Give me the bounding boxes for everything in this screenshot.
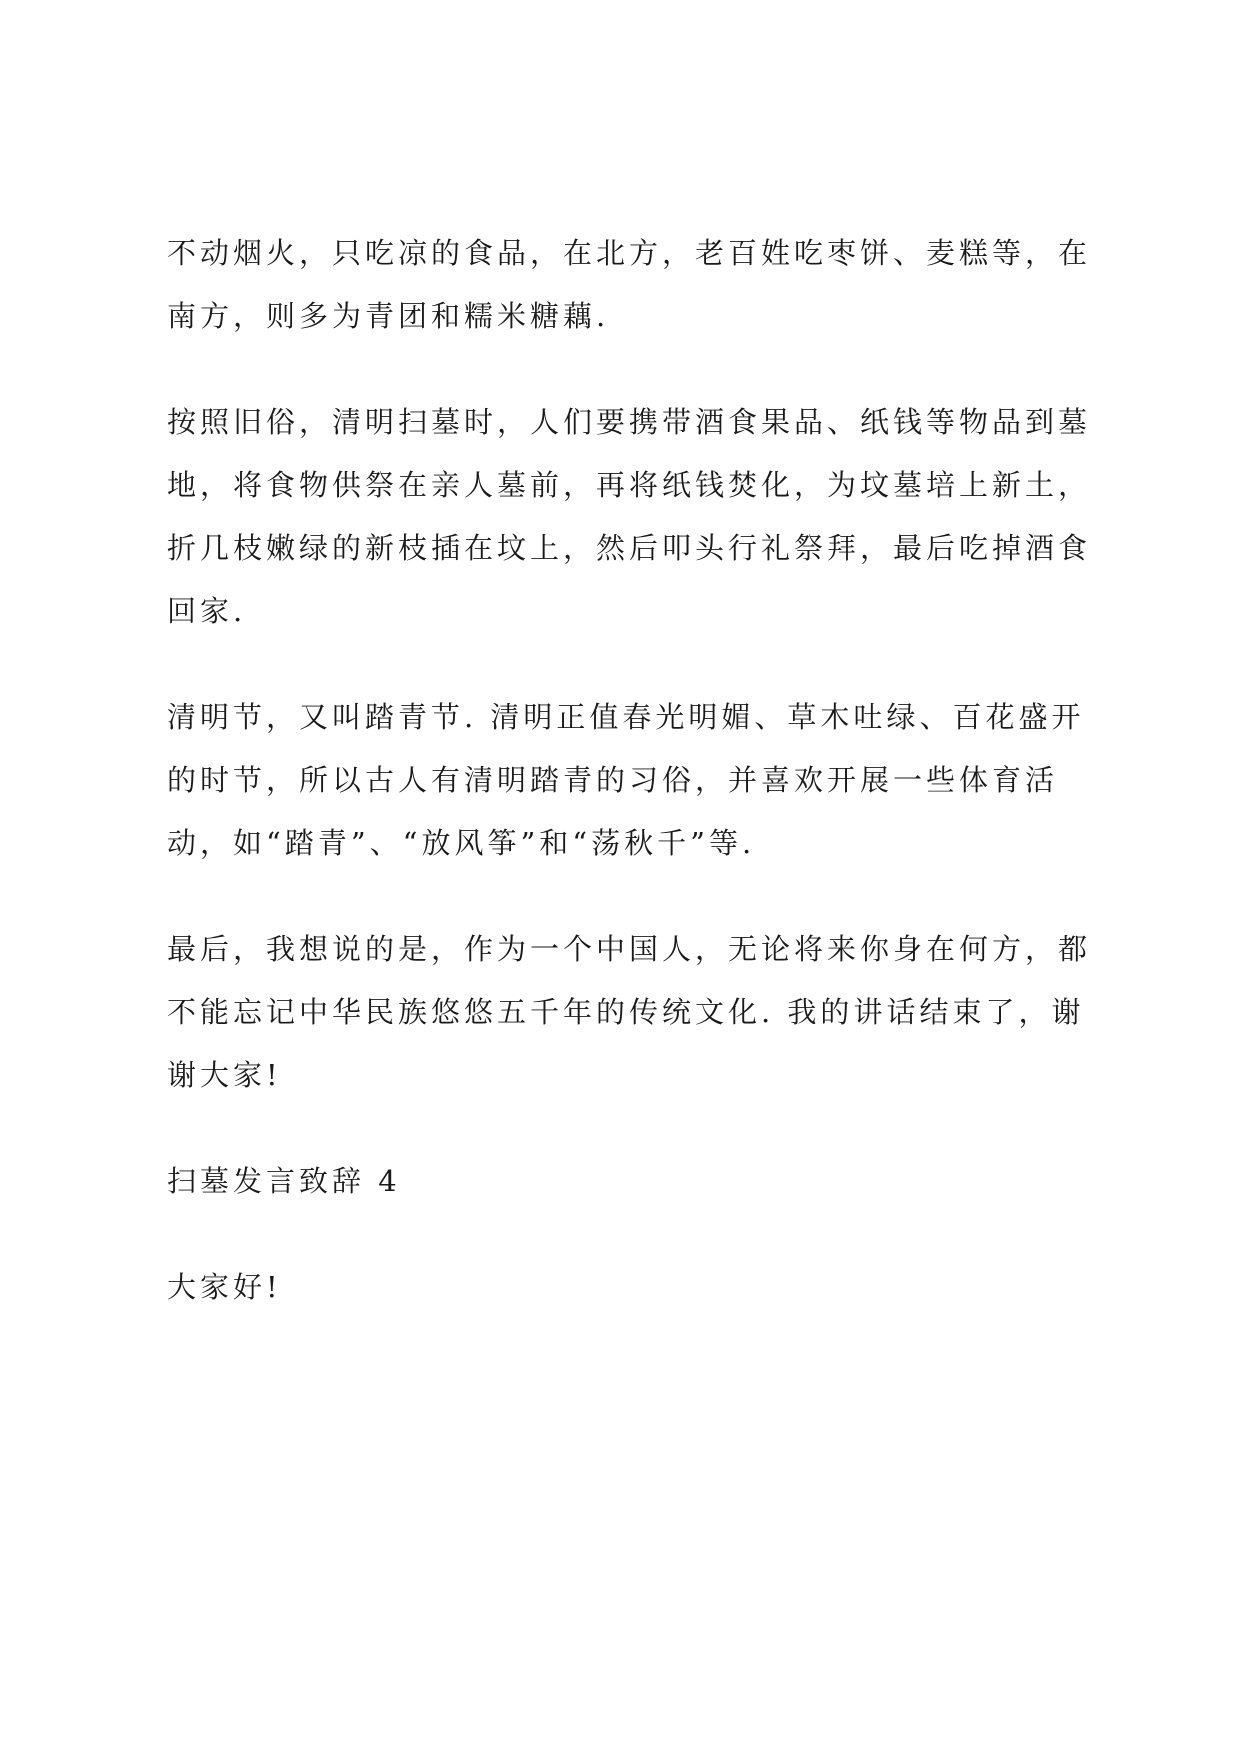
paragraph-closing-remarks (167, 918, 1097, 1107)
text-line: 地，将食物供祭在亲人墓前，再将纸钱焚化，为坟墓培上新土， (167, 468, 1092, 502)
paragraph-spacer (167, 643, 1097, 686)
text-line: 回家. (167, 594, 247, 628)
text-line: 折几枝嫩绿的新枝插在坟上，然后叩头行礼祭拜，最后吃掉酒食 (167, 531, 1092, 565)
document-body (167, 222, 1097, 1319)
paragraph-spacer (167, 1213, 1097, 1256)
paragraph-spacer (167, 875, 1097, 918)
greeting (167, 1256, 1097, 1319)
text-line: 最后，我想说的是，作为一个中国人，无论将来你身在何方，都 (167, 932, 1092, 966)
text-line: 谢大家! (167, 1058, 282, 1092)
paragraph-food-customs (167, 222, 1097, 348)
paragraph-spacer (167, 348, 1097, 391)
text-line: 不动烟火，只吃凉的食品，在北方，老百姓吃枣饼、麦糕等，在 (167, 236, 1092, 270)
greeting-text: 大家好! (167, 1270, 282, 1304)
paragraph-outing-festival (167, 686, 1097, 875)
section-heading (167, 1150, 1097, 1213)
text-line: 的时节，所以古人有清明踏青的习俗，并喜欢开展一些体育活 (167, 763, 1059, 797)
paragraph-spacer (167, 1107, 1097, 1150)
text-line: 按照旧俗，清明扫墓时，人们要携带酒食果品、纸钱等物品到墓 (167, 405, 1092, 439)
text-line: 清明节，又叫踏青节. 清明正值春光明媚、草木吐绿、百花盛开 (167, 700, 1085, 734)
text-line: 不能忘记中华民族悠悠五千年的传统文化. 我的讲话结束了，谢 (167, 995, 1085, 1029)
section-heading-text: 扫墓发言致辞 4 (167, 1164, 401, 1198)
paragraph-tomb-sweeping (167, 391, 1097, 643)
text-line: 动，如“踏青”、“放风筝”和“荡秋千”等. (167, 826, 756, 860)
text-line: 南方，则多为青团和糯米糖藕. (167, 299, 610, 333)
